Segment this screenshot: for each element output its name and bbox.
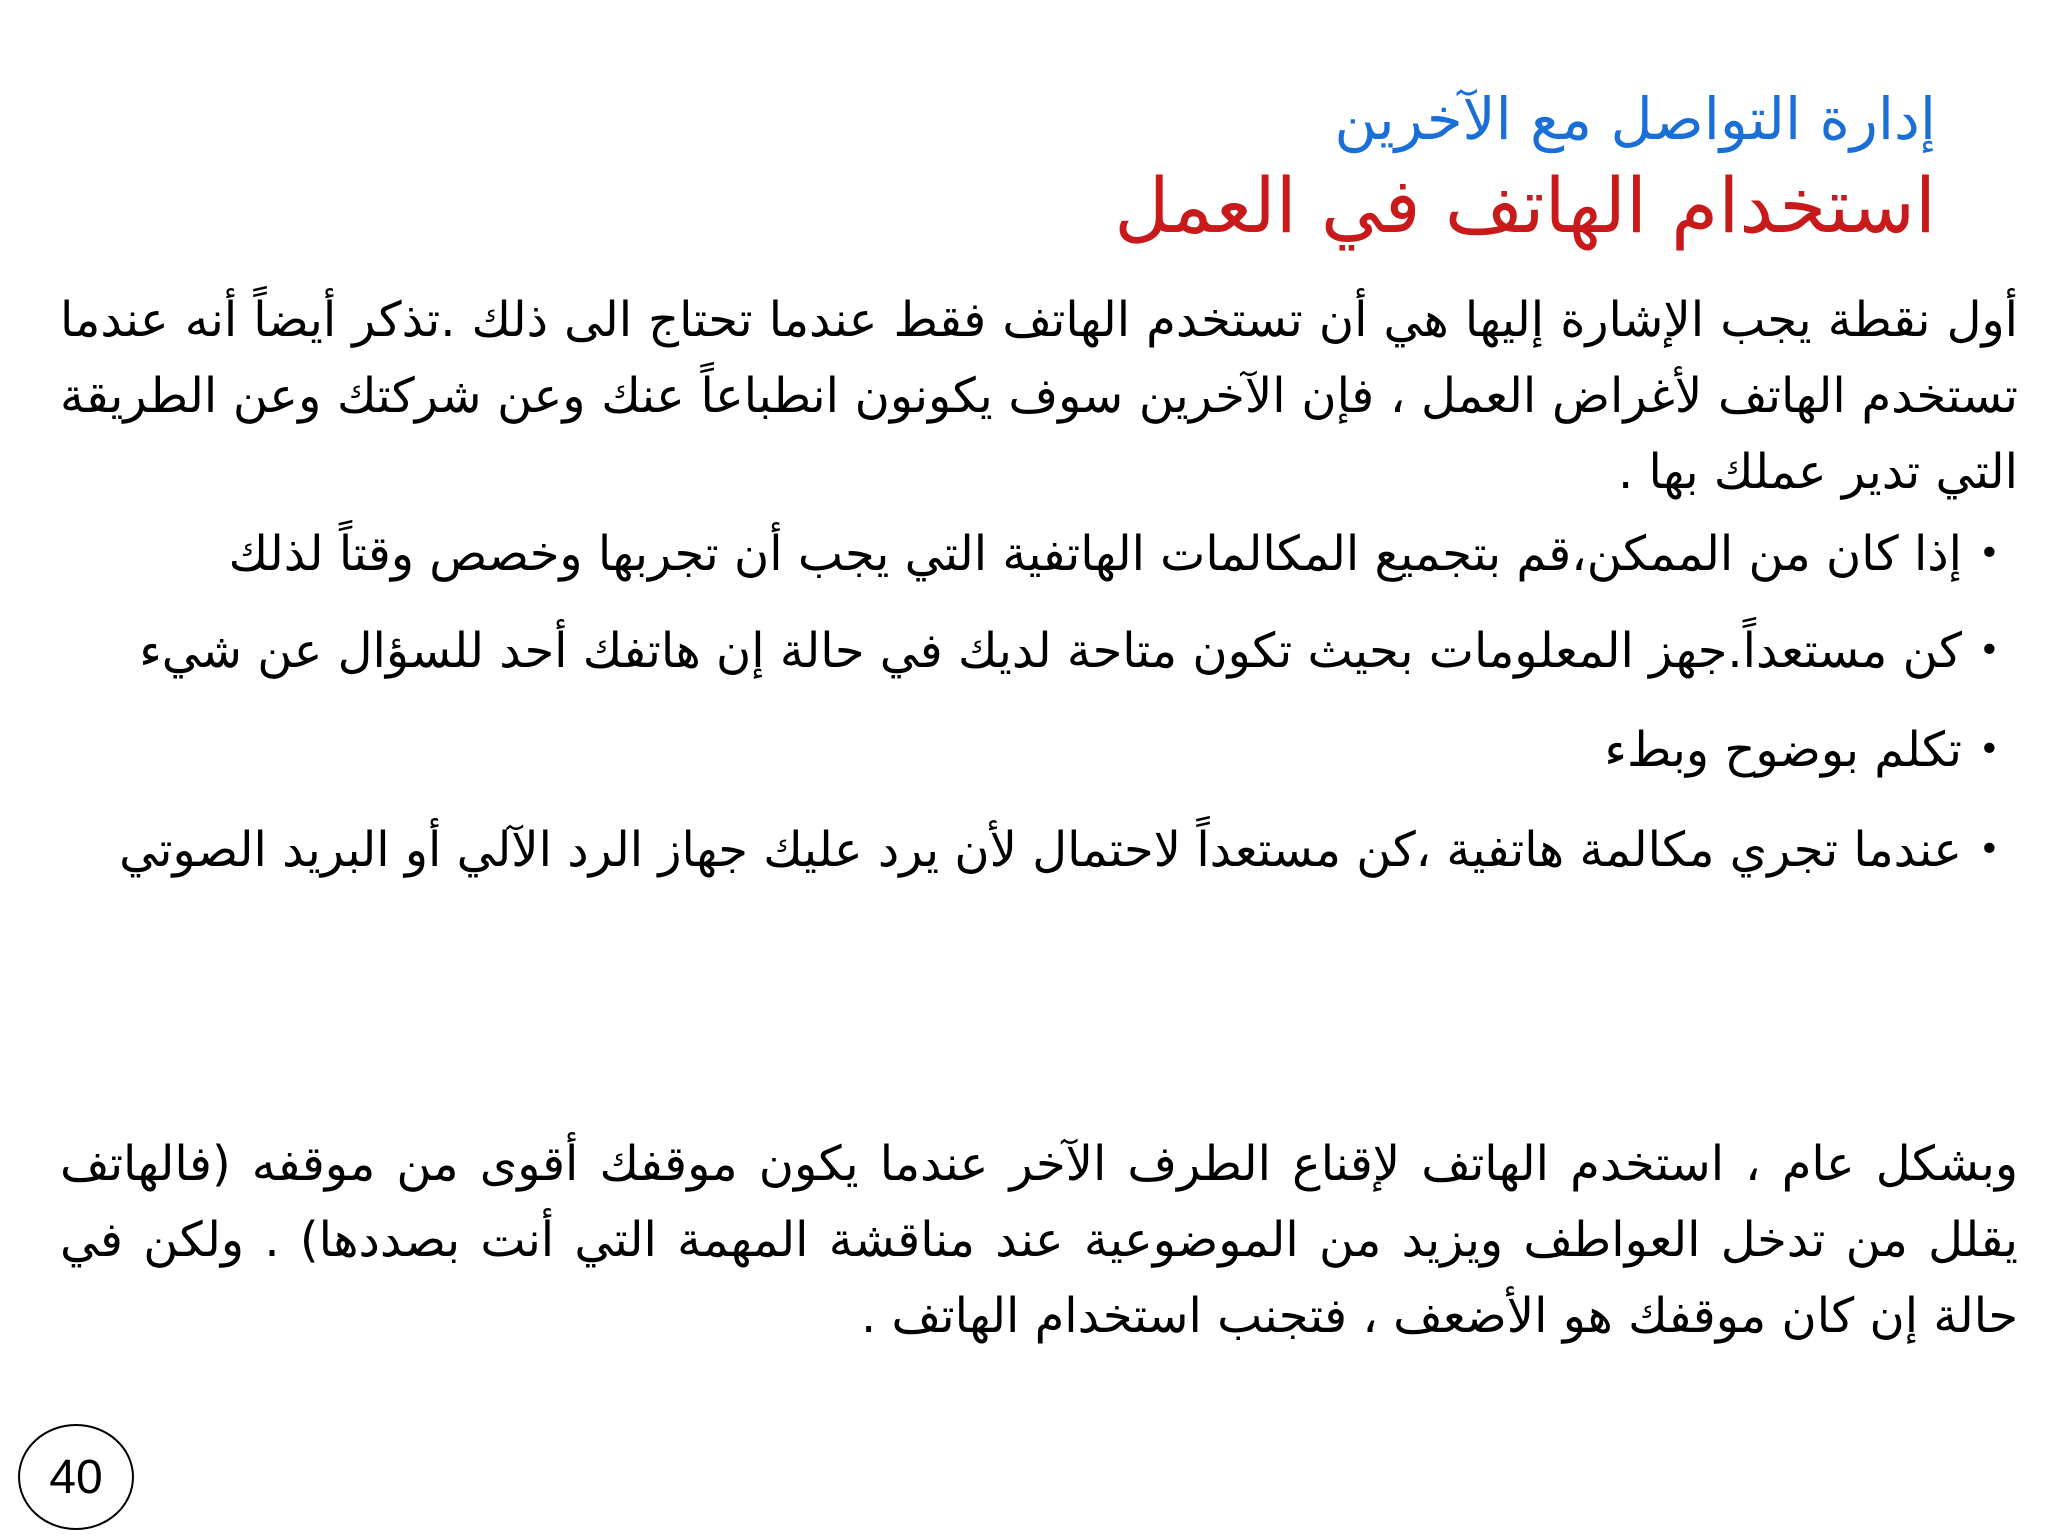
bullet-text: تكلم بوضوح وبطء [1604, 722, 1962, 778]
bullet-text: عندما تجري مكالمة هاتفية ،كن مستعداً لاحتمال لأن يرد عليك جهاز الرد الآلي أو البريد الصوتي [119, 822, 1962, 878]
bullet-dot-icon: • [1978, 533, 2000, 574]
bullet-text: كن مستعداً.جهز المعلومات بحيث تكون متاحة لديك في حالة إن هاتفك أحد للسؤال عن شيء [139, 623, 1962, 679]
slide-title: استخدام الهاتف في العمل [1114, 161, 1936, 250]
bullet-item [60, 702, 2018, 798]
bullet-text: إذا كان من الممكن،قم بتجميع المكالمات الهاتفية التي يجب أن تجربها وخصص وقتاً لذلك [228, 526, 1962, 582]
bullet-dot-icon: • [1978, 630, 2000, 671]
bullet-item [60, 798, 2018, 902]
bullet-item [60, 600, 2018, 702]
closing-paragraph: وبشكل عام ، استخدم الهاتف لإقناع الطرف الآخر عندما يكون موقفك أقوى من موقفه (فالهاتف يقلل من تدخل العواطف ويزيد من الموضوعية عند مناقشة المهمة التي أنت بصددها) . ولكن في حالة إن كان موقفك هو الأضعف ، فتجنب استخدام الهاتف . [60, 1136, 2018, 1344]
bullet-dot-icon: • [1978, 829, 2000, 870]
page-number-badge [18, 1424, 134, 1530]
bullet-item [60, 516, 2018, 592]
intro-paragraph: أول نقطة يجب الإشارة إليها هي أن تستخدم الهاتف فقط عندما تحتاج الى ذلك .تذكر أيضاً أنه عندما تستخدم الهاتف لأغراض العمل ، فإن الآخرين سوف يكونون انطباعاً عنك وعن شركتك وعن الطريقة التي تدير عملك بها . [60, 292, 2018, 500]
page-number: 40 [49, 1450, 103, 1504]
bullet-dot-icon: • [1978, 729, 2000, 770]
title-block [536, 80, 1936, 254]
bullet-list [60, 516, 2018, 902]
slide-subtitle: إدارة التواصل مع الآخرين [1334, 85, 1936, 153]
